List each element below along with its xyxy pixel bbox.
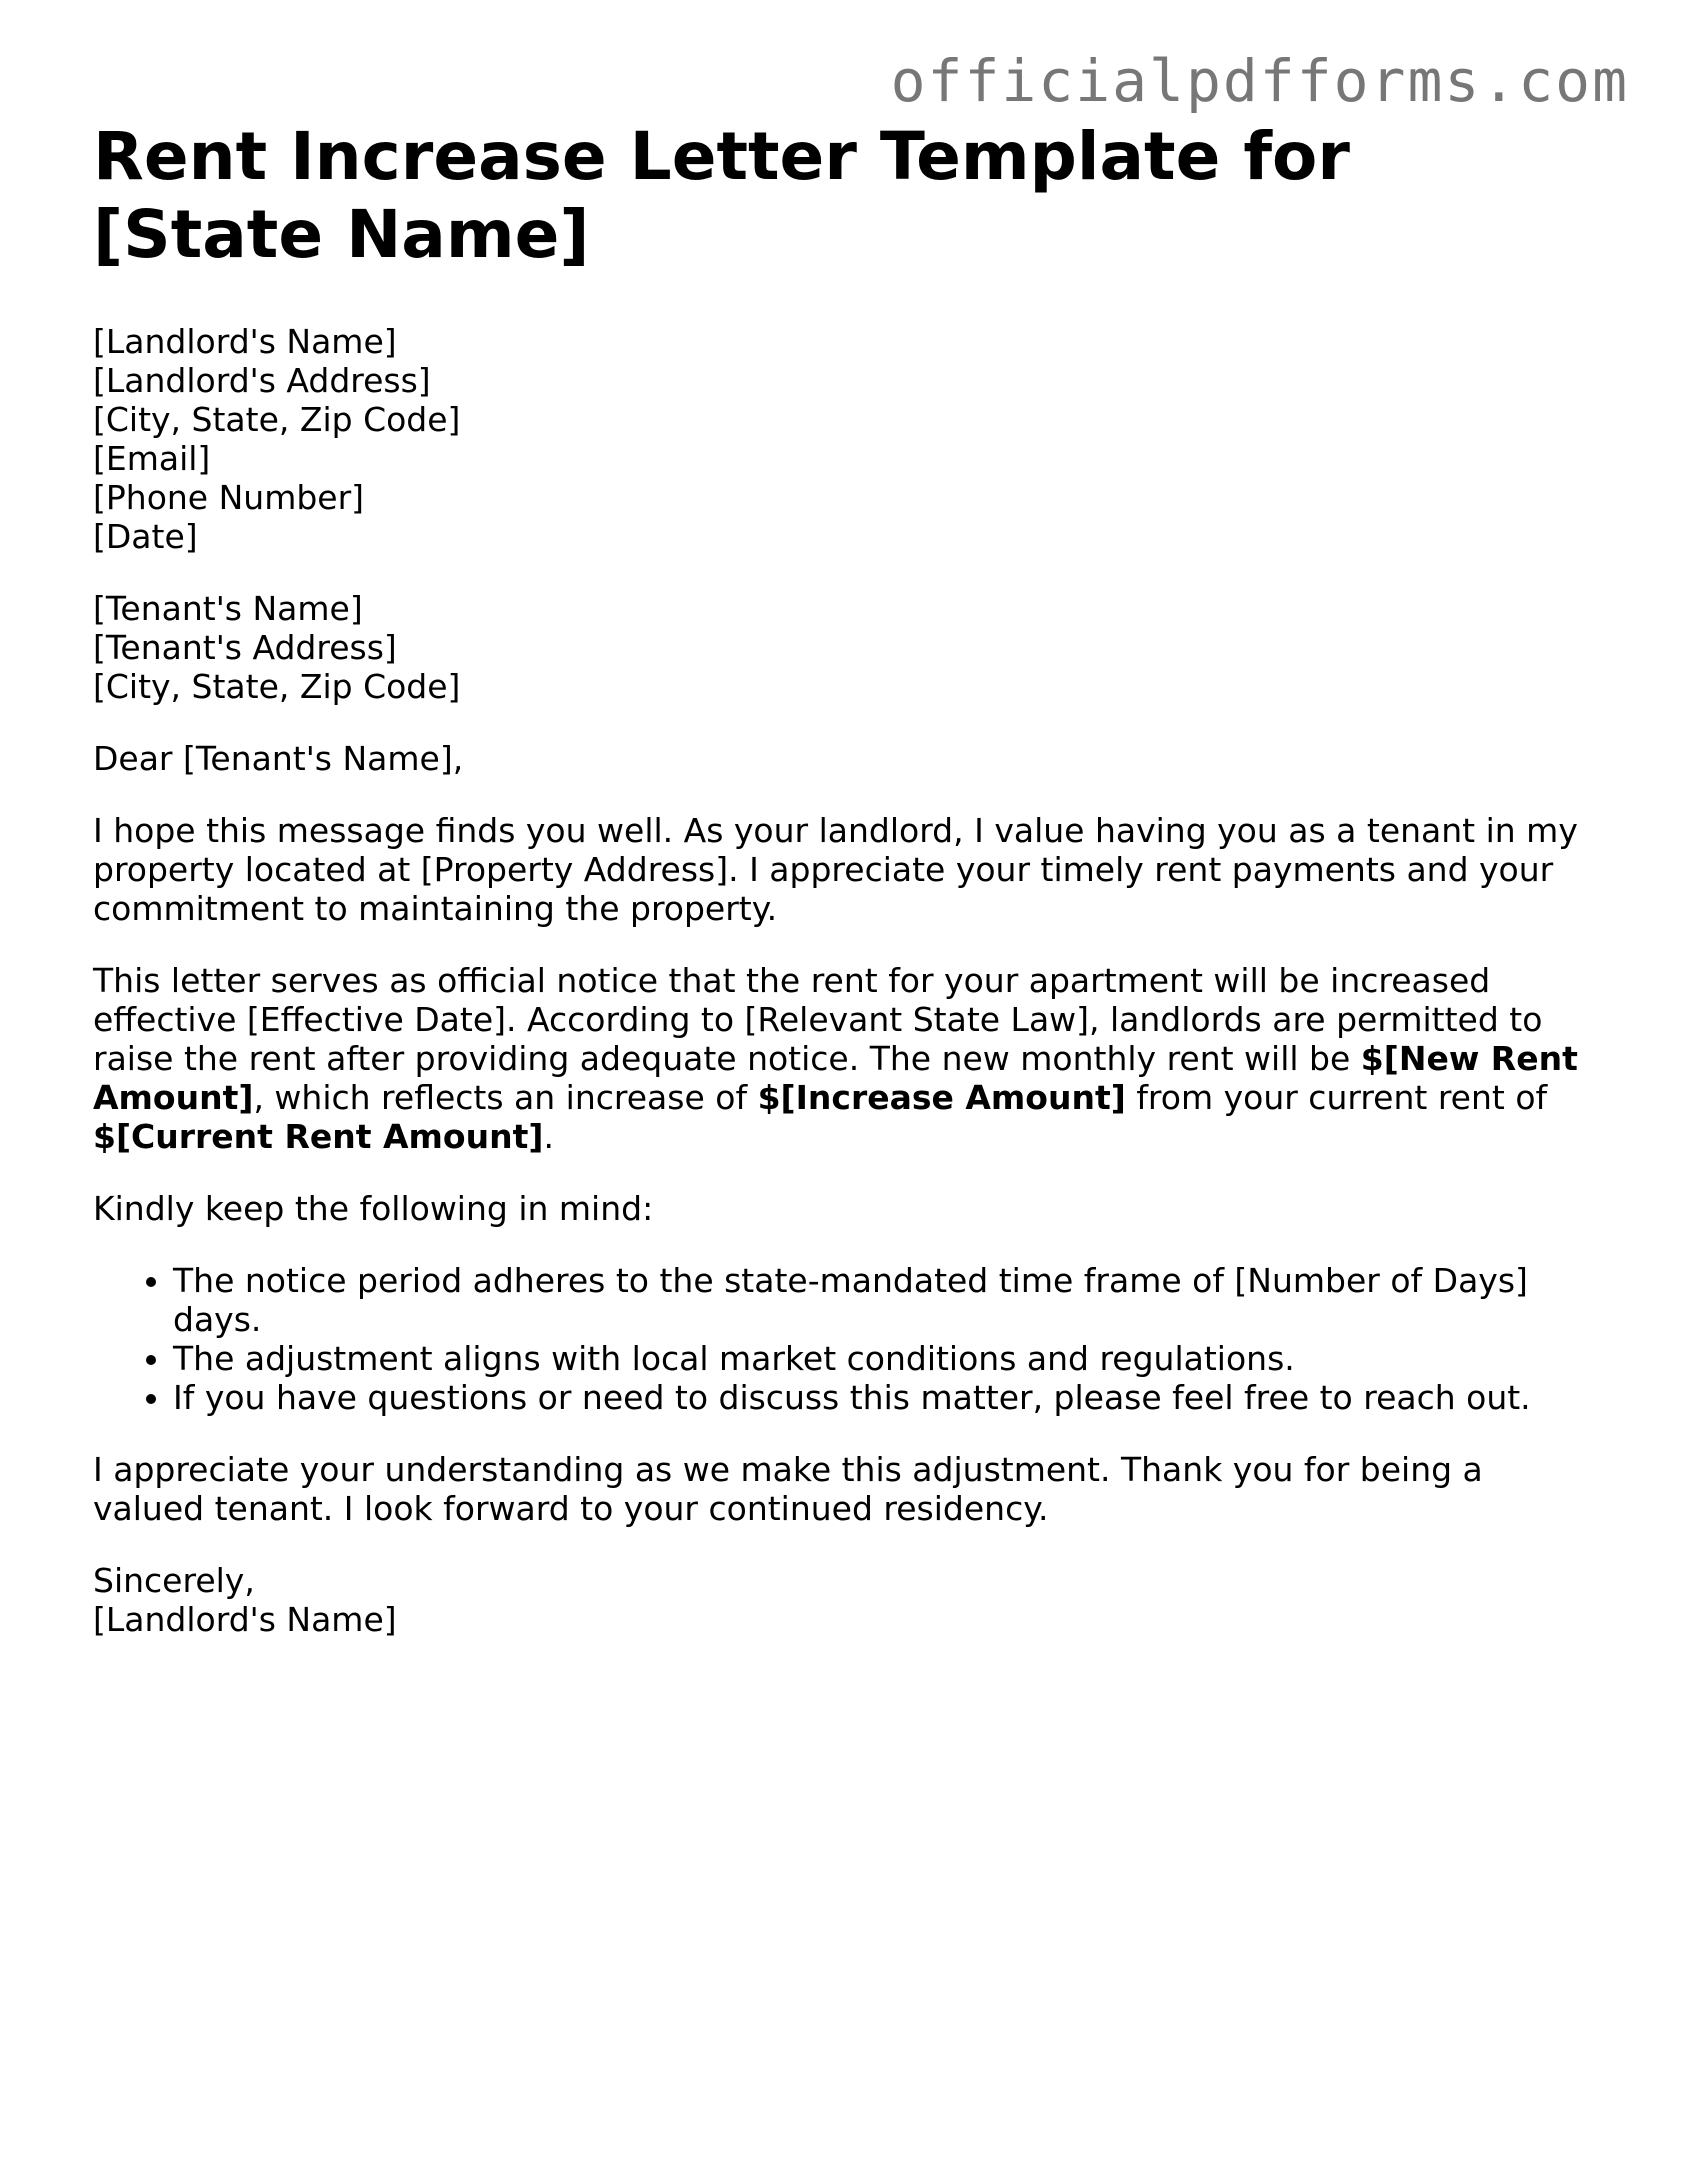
watermark-text: officialpdfforms.com (890, 47, 1629, 115)
list-item: • If you have questions or need to discuss this matter, please feel free to reach out. (173, 1378, 1583, 1417)
letter-page (93, 118, 1583, 1672)
increase-amount: $[Increase Amount] (757, 1078, 1126, 1117)
landlord-phone: [Phone Number] (93, 478, 365, 517)
new-rent-amount: $[New Rent Amount] (93, 1039, 1578, 1117)
notice-text-1: This letter serves as official notice that the rent for your apartment will be increased effective [Effective Date]. According to [Relevant State Law], landlords are permitted to raise the rent after providing adequate notice. The new monthly rent will be (93, 961, 1543, 1078)
list-item: • The notice period adheres to the state-mandated time frame of [Number of Days] days. (173, 1261, 1583, 1339)
landlord-city-state-zip: [City, State, Zip Code] (93, 400, 461, 439)
signature-name: [Landlord's Name] (93, 1600, 397, 1639)
signature-block (93, 1561, 1583, 1639)
notice-text-3: from your current rent of (1125, 1078, 1548, 1117)
page-title: Rent Increase Letter Template for [State Name] (93, 118, 1350, 273)
tenant-address-block (93, 589, 1583, 706)
sign-off: Sincerely, (93, 1561, 255, 1600)
closing-paragraph: I appreciate your understanding as we make this adjustment. Thank you for being a valued tenant. I look forward to your continued residency. (93, 1450, 1483, 1528)
notice-text-2: , which reflects an increase of (253, 1078, 758, 1117)
landlord-name: [Landlord's Name] (93, 322, 397, 361)
landlord-address: [Landlord's Address] (93, 361, 431, 400)
landlord-email: [Email] (93, 439, 211, 478)
tenant-city-state-zip: [City, State, Zip Code] (93, 667, 461, 706)
intro-paragraph: I hope this message finds you well. As your landlord, I value having you as a tenant in my property located at [Property Address]. I appreciate your timely rent payments and your commitment to maintaining the property. (93, 811, 1578, 928)
points-list (93, 1261, 1583, 1417)
keep-in-mind-line: Kindly keep the following in mind: (93, 1189, 654, 1228)
list-item: • The adjustment aligns with local market conditions and regulations. (173, 1339, 1583, 1378)
notice-text-4: . (543, 1117, 554, 1156)
tenant-address: [Tenant's Address] (93, 628, 397, 667)
current-rent-amount: $[Current Rent Amount] (93, 1117, 544, 1156)
letter-date: [Date] (93, 517, 198, 556)
notice-paragraph (93, 961, 1583, 1156)
salutation: Dear [Tenant's Name], (93, 739, 464, 778)
landlord-address-block (93, 322, 1583, 556)
tenant-name: [Tenant's Name] (93, 589, 363, 628)
